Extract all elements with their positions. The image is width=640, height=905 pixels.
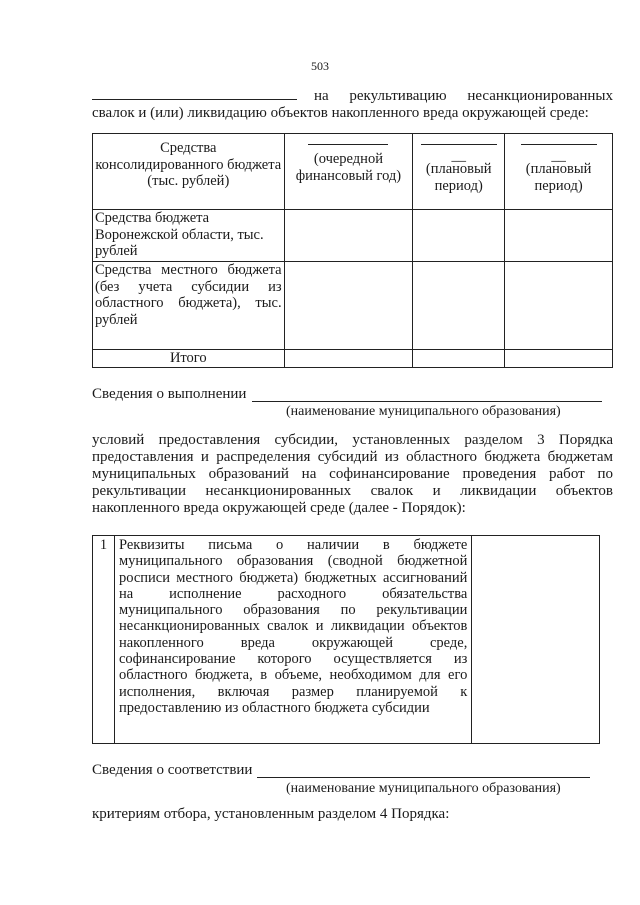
- municipality-blank-line: [252, 400, 602, 402]
- municipality-blank-line: [257, 776, 590, 778]
- cell-empty: [505, 210, 613, 262]
- intro-line-1: [92, 88, 613, 105]
- row-label-local: Средства местного бюджета (без учета субсидии из областного бюджета), тыс. рублей: [93, 262, 285, 350]
- table-row: [93, 536, 600, 744]
- compliance-line: [92, 762, 590, 779]
- execution-para-line: накопленного вреда окружающей среде (далее - Порядок):: [92, 500, 466, 516]
- cell-empty: [472, 536, 600, 744]
- page-number: 503: [311, 59, 329, 73]
- header-plan-1-label: (плановый период): [425, 161, 492, 194]
- cell-empty: [413, 262, 505, 350]
- execution-para-line: предоставления и распределения субсидий из областного бюджета бюджетам: [92, 449, 613, 465]
- header-plan-1-dash: __: [451, 148, 466, 164]
- execution-label: Сведения о выполнении: [92, 386, 247, 402]
- cell-empty: [284, 262, 413, 350]
- header-plan-2: [505, 134, 613, 210]
- year-blank: [308, 144, 388, 145]
- compliance-caption: (наименование муниципального образования): [286, 781, 561, 796]
- cell-empty: [284, 210, 413, 262]
- budget-table: [92, 133, 613, 368]
- header-plan-2-label: (плановый период): [525, 161, 592, 194]
- year-blank: [521, 144, 597, 145]
- cell-empty: [505, 350, 613, 368]
- header-plan-1: [413, 134, 505, 210]
- execution-para-line: рекультивации несанкционированных свалок и ликвидации объектов: [92, 483, 613, 499]
- cell-empty: [413, 210, 505, 262]
- compliance-label: Сведения о соответствии: [92, 762, 253, 778]
- header-next-year: [284, 134, 413, 210]
- execution-para-line: муниципальных образований на софинансирование проведения работ по: [92, 466, 613, 482]
- cell-empty: [284, 350, 413, 368]
- header-plan-2-dash: __: [551, 148, 566, 164]
- cell-empty: [505, 262, 613, 350]
- row-label-total: Итого: [93, 350, 285, 368]
- name-blank-line: [92, 98, 297, 100]
- header-sources: Средства консолидированного бюджета (тыс. рублей): [93, 134, 285, 210]
- intro-line-1-text: на рекультивацию несанкционированных: [314, 88, 613, 104]
- compliance-text: критериям отбора, установленным разделом 4 Порядка:: [92, 806, 450, 822]
- table-row: [93, 210, 613, 262]
- execution-line: [92, 386, 602, 403]
- row-number: 1: [93, 536, 115, 744]
- requisites-text: Реквизиты письма о наличии в бюджете муниципального образования (сводной бюджетной росписи местного бюджета) бюджетных ассигнований на исполнение расходного обязательства муниципального образования по рекультивации несанкционированных свалок и ликвидации объектов накопленного вреда окружающей среде, софинансирование которого осуществляется из областного бюджета, в объеме, необходимом для его исполнения, включая размер планируемой к предоставлению из областного бюджета субсидии: [114, 536, 471, 744]
- table-row: [93, 350, 613, 368]
- header-next-year-label: (очередной финансовый год): [295, 151, 402, 184]
- execution-para-line: условий предоставления субсидии, установленных разделом 3 Порядка: [92, 432, 613, 448]
- table-row: [93, 262, 613, 350]
- execution-caption: (наименование муниципального образования): [286, 404, 561, 419]
- row-label-regional: Средства бюджета Воронежской области, тыс. рублей: [93, 210, 285, 262]
- budget-table-header: [93, 134, 613, 210]
- cell-empty: [413, 350, 505, 368]
- requisites-table: [92, 535, 600, 744]
- intro-line-2: свалок и (или) ликвидацию объектов накопленного вреда окружающей среде:: [92, 105, 589, 121]
- year-blank: [421, 144, 497, 145]
